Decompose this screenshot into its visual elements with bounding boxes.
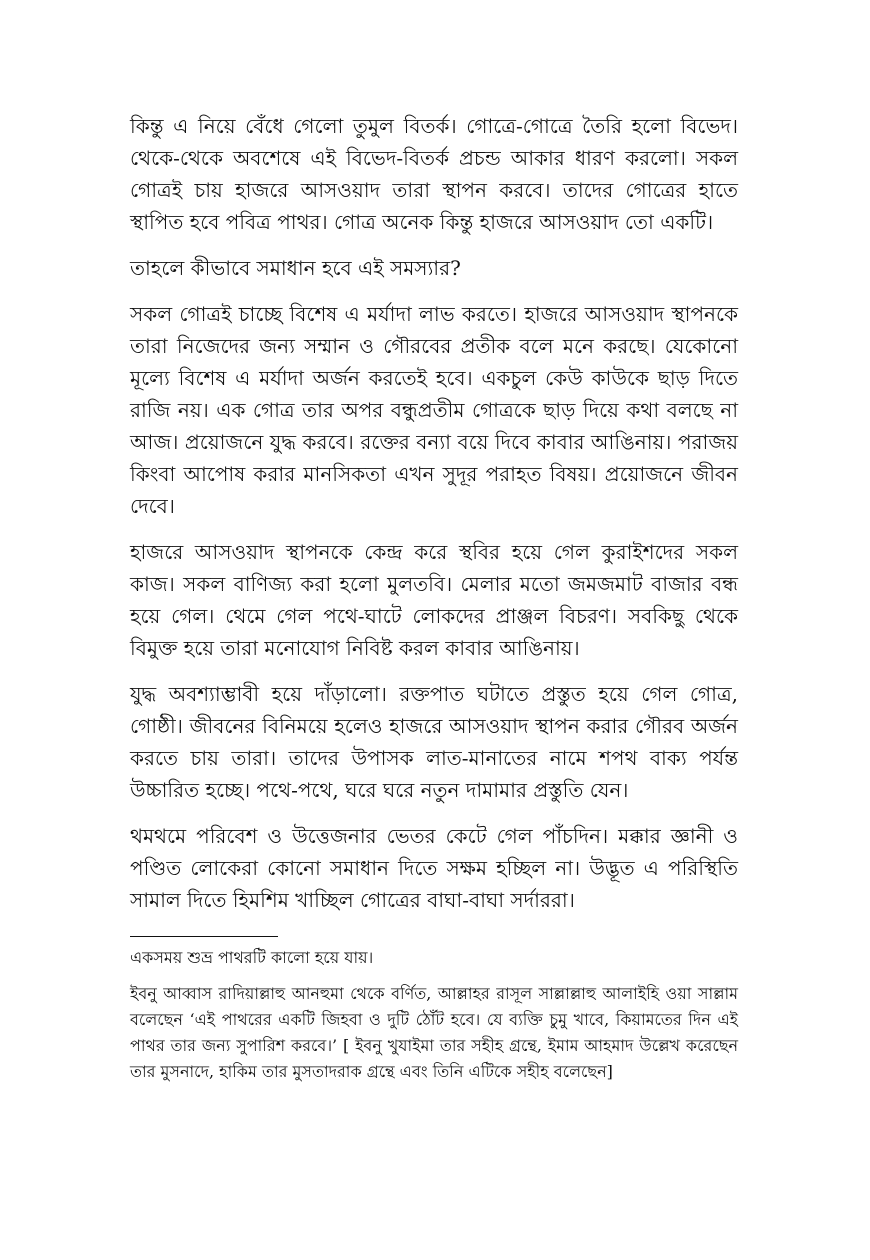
body-paragraph-5: যুদ্ধ অবশ্যাম্ভাবী হয়ে দাঁড়ালো। রক্তপাত ঘটাতে প্রস্তুত হয়ে গেল গোত্র, গোষ্ঠী। জীবনের বিনিময়ে হলেও হাজরে আসওয়াদ স্থাপন করার গৌরব অর্জন করতে চায় তারা। তাদের উপাসক লাত-মানাতের নামে শপথ বাক্য পর্যন্ত উচ্চারিত হচ্ছে। পথে-পথে, ঘরে ঘরে নতুন দামামার প্রস্তুতি যেন।	[130, 682, 738, 802]
body-paragraph-4: হাজরে আসওয়াদ স্থাপনকে কেন্দ্র করে স্থবির হয়ে গেল কুরাইশদের সকল কাজ। সকল বাণিজ্য করা হলো মুলতবি। মেলার মতো জমজমাট বাজার বন্ধ হয়ে গেল। থেমে গেল পথে-ঘাটে লোকদের প্রাঞ্জল বিচরণ। সবকিছু থেকে বিমুক্ত হয়ে তারা মনোযোগ নিবিষ্ট করল কাবার আঙিনায়।	[130, 540, 738, 660]
body-paragraph-6: থমথমে পরিবেশ ও উত্তেজনার ভেতর কেটে গেল পাঁচদিন। মক্কার জ্ঞানী ও পণ্ডিত লোকেরা কোনো সমাধান দিতে সক্ষম হচ্ছিল না। উদ্ভূত এ পরিস্থিতি সামাল দিতে হিমশিম খাচ্ছিল গোত্রের বাঘা-বাঘা সর্দাররা।	[130, 824, 738, 912]
footnote-2: ইবনু আব্বাস রাদিয়াল্লাহু আনহুমা থেকে বর্ণিত, আল্লাহর রাসূল সাল্লাল্লাহু আলাইহি ওয়া সাল্লাম বলেছেন ‘এই পাথরের একটি জিহবা ও দুটি ঠোঁট হবে। যে ব্যক্তি চুমু খাবে, কিয়ামতের দিন এই পাথর তার জন্য সুপারিশ করবে।’ [ ইবনু খুযাইমা তার সহীহ গ্রন্থে, ইমাম আহমাদ উল্লেখ করেছেন তার মুসনাদে, হাকিম তার মুসতাদরাক গ্রন্থে এবং তিনি এটিকে সহীহ বলেছেন]	[130, 984, 738, 1081]
body-paragraph-3: সকল গোত্রই চাচ্ছে বিশেষ এ মর্যাদা লাভ করতে। হাজরে আসওয়াদ স্থাপনকে তারা নিজেদের জন্য সম্মান ও গৌরবের প্রতীক বলে মনে করছে। যেকোনো মূল্যে বিশেষ এ মর্যাদা অর্জন করতেই হবে। একচুল কেউ কাউকে ছাড় দিতে রাজি নয়। এক গোত্র তার অপর বন্ধুপ্রতীম গোত্রকে ছাড় দিয়ে কথা বলছে না আজ। প্রয়োজনে যুদ্ধ করবে। রক্তের বন্যা বয়ে দিবে কাবার আঙিনায়। পরাজয় কিংবা আপোষ করার মানসিকতা এখন সুদূর পরাহত বিষয়। প্রয়োজনে জীবন দেবে।	[130, 302, 738, 518]
page-content	[130, 110, 738, 1095]
footnote-divider	[130, 936, 278, 937]
footnote-1: একসময় শুভ্র পাথরটি কালো হয়ে যায়।	[130, 948, 374, 967]
body-paragraph-1: কিন্তু এ নিয়ে বেঁধে গেলো তুমুল বিতর্ক। গোত্রে-গোত্রে তৈরি হলো বিভেদ। থেকে-থেকে অবশেষে এই বিভেদ-বিতর্ক প্রচন্ড আকার ধারণ করলো। সকল গোত্রই চায় হাজরে আসওয়াদ তারা স্থাপন করবে। তাদের গোত্রের হাতে স্থাপিত হবে পবিত্র পাথর। গোত্র অনেক কিন্তু হাজরে আসওয়াদ তো একটি।	[130, 114, 738, 234]
body-paragraph-2: তাহলে কীভাবে সমাধান হবে এই সমস্যার?	[130, 256, 461, 280]
